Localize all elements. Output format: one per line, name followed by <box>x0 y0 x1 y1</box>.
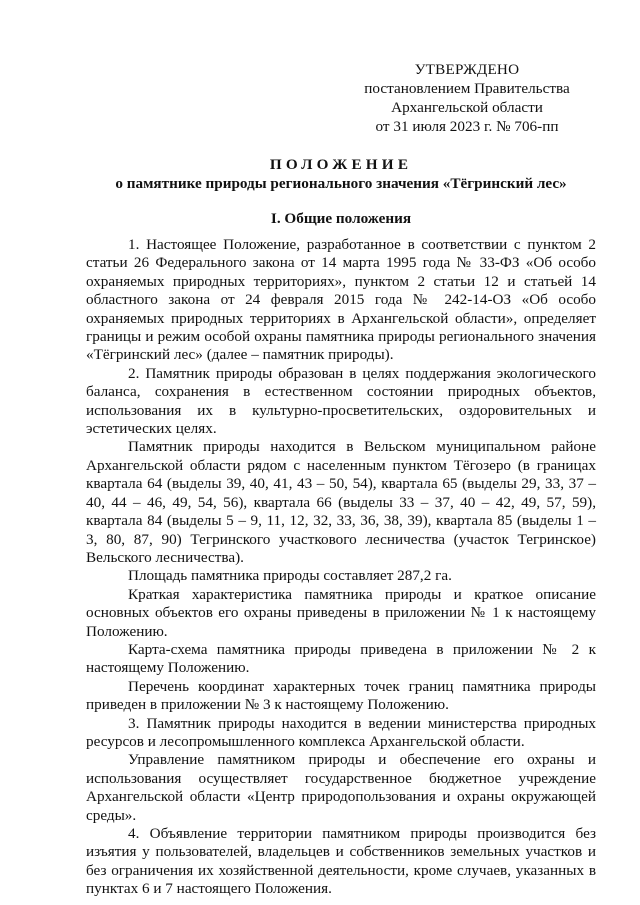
paragraph-6: Карта-схема памятника природы приведена в приложении № 2 к настоящему Положению. <box>86 640 596 677</box>
document-subtitle: о памятнике природы регионального значения «Тёгринский лес» <box>115 175 567 192</box>
paragraph-9: Управление памятником природы и обеспечение его охраны и использования осуществляет государственное бюджетное учреждение Архангельской области «Центр природопользования и охраны окружающей среды». <box>86 751 596 824</box>
section-heading: I. Общие положения <box>270 210 412 227</box>
document-title: ПОЛОЖЕНИЕ <box>269 156 413 173</box>
approval-stamp <box>360 60 574 136</box>
paragraph-10: 4. Объявление территории памятником природы производится без изъятия у пользователей, владельцев и собственников земельных участков и без ограничения их хозяйственной деятельности, кроме случаев, указанных в пунктах 6 и 7 настоящего Положения. <box>86 825 596 898</box>
paragraph-1: 1. Настоящее Положение, разработанное в соответствии с пунктом 2 статьи 26 Федерального закона от 14 марта 1995 года № 33-ФЗ «Об особо охраняемых природных территориях», пунктом 2 статьи 12 и статьей 14 областного закона от 24 февраля 2015 года № 242-14-ОЗ «Об особо охраняемых природных территориях в Архангельской области», определяет границы и режим особой охраны памятника природы регионального значения «Тёгринский лес» (далее – памятник природы). <box>86 236 596 364</box>
paragraph-7: Перечень координат характерных точек границ памятника природы приведен в приложении № 3 к настоящему Положению. <box>86 677 596 714</box>
approval-line-date: от 31 июля 2023 г. № 706-пп <box>375 118 559 135</box>
document-body <box>86 236 596 899</box>
approval-heading: УТВЕРЖДЕНО <box>414 61 520 78</box>
approval-line-resolution: постановлением Правительства <box>364 80 570 97</box>
paragraph-5: Краткая характеристика памятника природы и краткое описание основных объектов его охраны приведены в приложении № 1 к настоящему Положению. <box>86 585 596 640</box>
paragraph-4: Площадь памятника природы составляет 287,2 га. <box>128 567 452 585</box>
paragraph-8: 3. Памятник природы находится в ведении министерства природных ресурсов и лесопромышленного комплекса Архангельской области. <box>86 714 596 750</box>
approval-line-region: Архангельской области <box>391 99 543 116</box>
paragraph-2: 2. Памятник природы образован в целях поддержания экологического баланса, сохранения в естественном состоянии природных объектов, использования их в культурно-просветительских, оздоровительных и эстетических целях. <box>86 364 596 438</box>
paragraph-3: Памятник природы находится в Вельском муниципальном районе Архангельской области рядом с населенным пунктом Тёгозеро (в границах квартала 64 (выделы 39, 40, 41, 43 – 50, 54), квартала 65 (выделы 29, 33, 37 – 40, 44 – 46, 49, 54, 56), квартала 66 (выделы 33 – 37, 40 – 42, 49, 57, 59), квартала 84 (выделы 5 – 9, 11, 12, 32, 33, 36, 38, 39), квартала 85 (выделы 1 – 3, 80, 87, 90) Тегринского участкового лесничества (участок Тегринское) Вельского лесничества). <box>86 438 596 566</box>
